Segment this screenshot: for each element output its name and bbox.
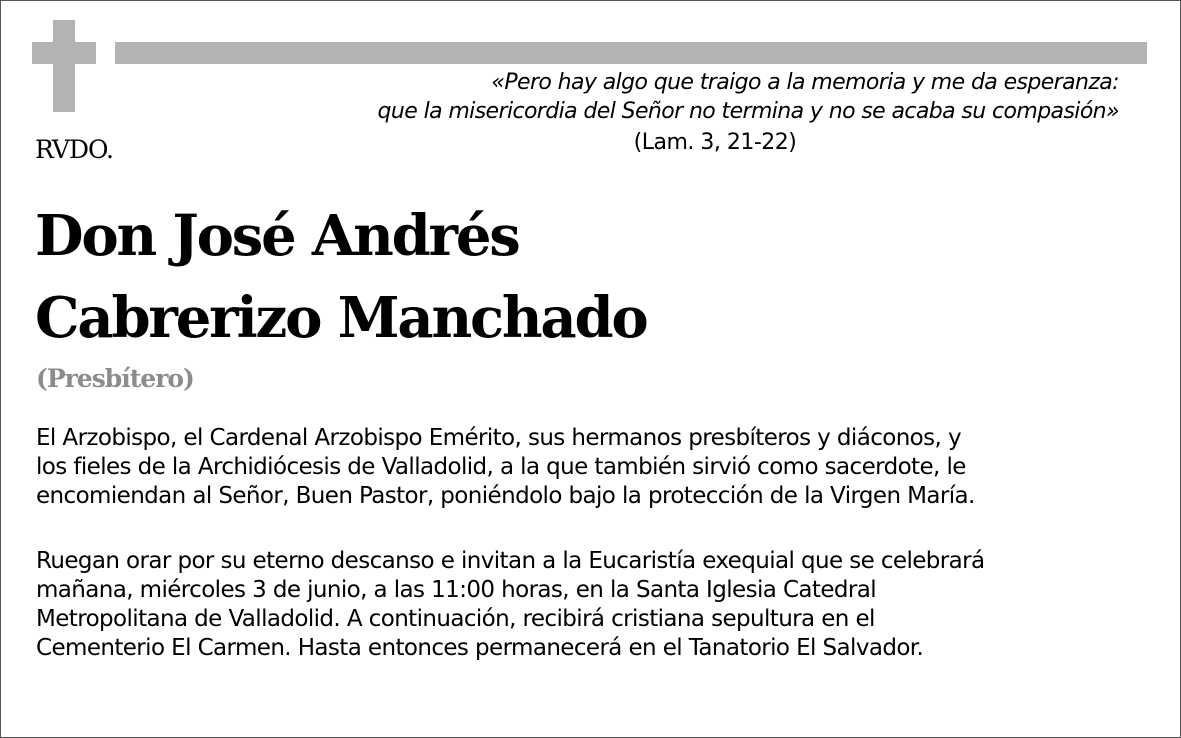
- deceased-name: [35, 195, 647, 359]
- paragraph-line: Cementerio El Carmen. Hasta entonces permanecerá en el Tanatorio El Salvador.: [36, 635, 924, 661]
- paragraph-line: Metropolitana de Valladolid. A continuación, recibirá cristiana sepultura en el: [36, 606, 875, 632]
- scripture-quote: [239, 68, 1119, 126]
- quote-citation: (Lam. 3, 21-22): [633, 130, 797, 155]
- quote-line: «Pero hay algo que traigo a la memoria y me da esperanza:: [491, 70, 1119, 95]
- funeral-details-paragraph: [36, 547, 1146, 663]
- announcement-paragraph: [36, 424, 1146, 511]
- honorific: RVDO.: [35, 135, 114, 164]
- paragraph-line: encomiendan al Señor, Buen Pastor, poniéndolo bajo la protección de la Virgen María.: [36, 483, 975, 509]
- paragraph-line: Ruegan orar por su eterno descanso e invitan a la Eucaristía exequial que se celebrará: [36, 548, 985, 574]
- name-line-1: Don José Andrés: [35, 203, 519, 269]
- role-subtitle: (Presbítero): [36, 364, 194, 393]
- cross-vertical-bar: [53, 20, 75, 112]
- paragraph-line: El Arzobispo, el Cardenal Arzobispo Emérito, sus hermanos presbíteros y diáconos, y: [36, 425, 961, 451]
- quote-line: que la misericordia del Señor no termina y no se acaba su compasión»: [377, 99, 1119, 124]
- header-rule: [115, 42, 1147, 64]
- cross-horizontal-bar: [32, 42, 96, 64]
- name-line-2: Cabrerizo Manchado: [35, 285, 647, 351]
- paragraph-line: los fieles de la Archidiócesis de Valladolid, a la que también sirvió como sacerdote, le: [36, 454, 966, 480]
- paragraph-line: mañana, miércoles 3 de junio, a las 11:00 horas, en la Santa Iglesia Catedral: [36, 577, 877, 603]
